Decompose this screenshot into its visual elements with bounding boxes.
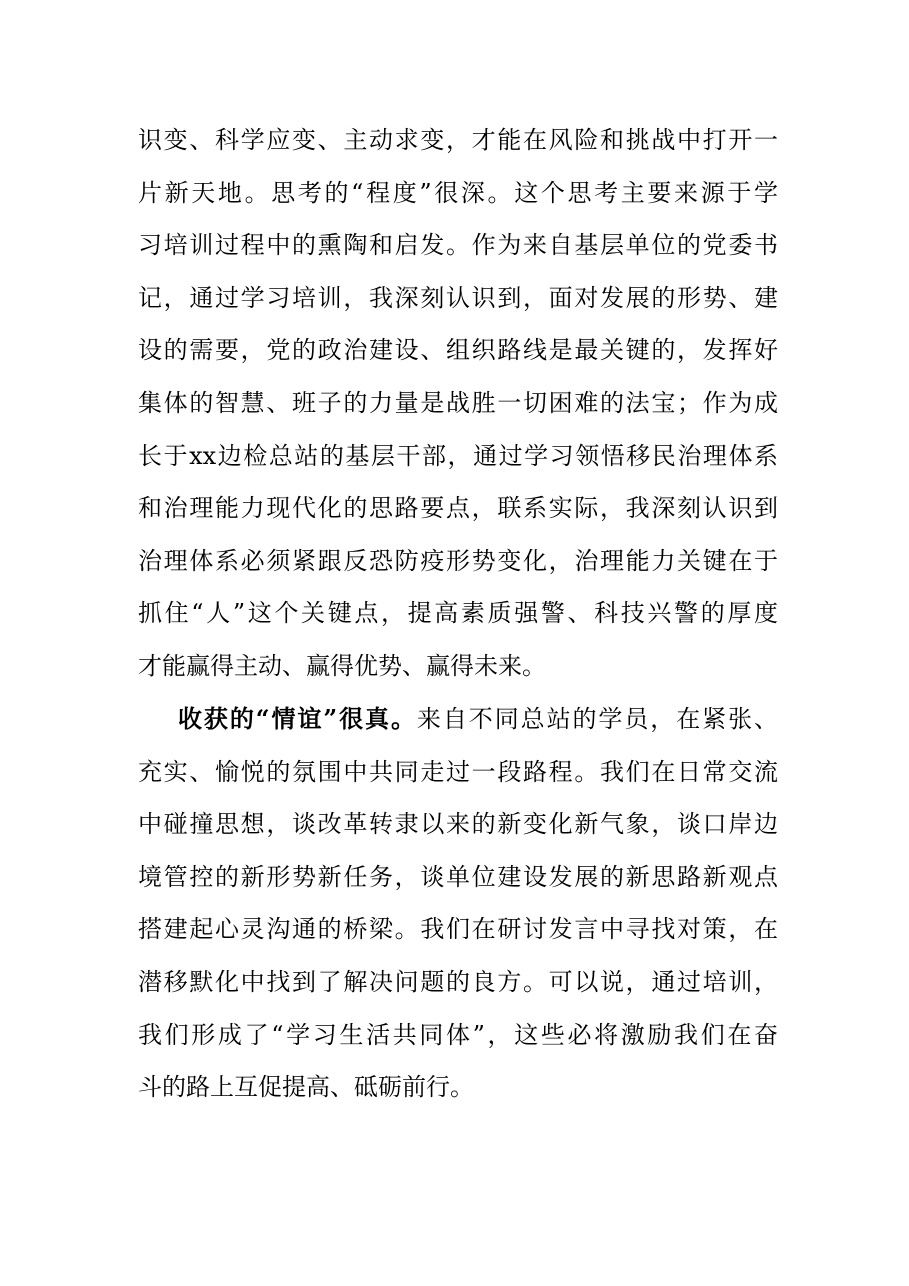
text-line: 搭建起心灵沟通的桥梁。我们在研讨发言中寻找对策，在 — [138, 915, 778, 944]
text-line: 习培训过程中的熏陶和启发。作为来自基层单位的党委书 — [138, 231, 778, 260]
paragraph-heading: 收获的“情谊”很真。 — [178, 704, 417, 733]
text-line: 中碰撞思想，谈改革转隶以来的新变化新气象，谈口岸边 — [138, 810, 778, 839]
text-run: 来自不同总站的学员，在紧张、 — [416, 705, 779, 733]
text-line: 识变、科学应变、主动求变，才能在风险和挑战中打开一 — [138, 126, 778, 154]
text-line: 设的需要，党的政治建设、组织路线是最关键的，发挥好 — [138, 336, 778, 365]
paragraph-friendship — [138, 693, 778, 1114]
text-line: 才能赢得主动、赢得优势、赢得未来。 — [138, 651, 546, 680]
text-line: 治理体系必须紧跟反恐防疫形势变化，治理能力关键在于 — [138, 546, 778, 575]
text-line: 片新天地。思考的“程度”很深。这个思考主要来源于学 — [138, 178, 778, 207]
text-line: 和治理能力现代化的思路要点，联系实际，我深刻认识到 — [138, 494, 778, 523]
paragraph-first-line — [138, 693, 778, 746]
text-line: 集体的智慧、班子的力量是战胜一切困难的法宝；作为成 — [138, 388, 778, 417]
text-line: 抓住“人”这个关键点，提高素质强警、科技兴警的厚度 — [138, 599, 778, 628]
text-line: 充实、愉悦的氛围中共同走过一段路程。我们在日常交流 — [138, 757, 778, 786]
text-line: 斗的路上互促提高、砥砺前行。 — [138, 1073, 474, 1102]
text-line: 记，通过学习培训，我深刻认识到，面对发展的形势、建 — [138, 283, 778, 312]
text-line: 境管控的新形势新任务，谈单位建设发展的新思路新观点 — [138, 862, 778, 891]
text-line: 长于xx边检总站的基层干部，通过学习领悟移民治理体系 — [138, 441, 778, 470]
text-line: 潜移默化中找到了解决问题的良方。可以说，通过培训， — [138, 967, 778, 996]
text-line: 我们形成了“学习生活共同体”，这些必将激励我们在奋 — [138, 1020, 778, 1049]
paragraph-thinking — [138, 114, 778, 693]
